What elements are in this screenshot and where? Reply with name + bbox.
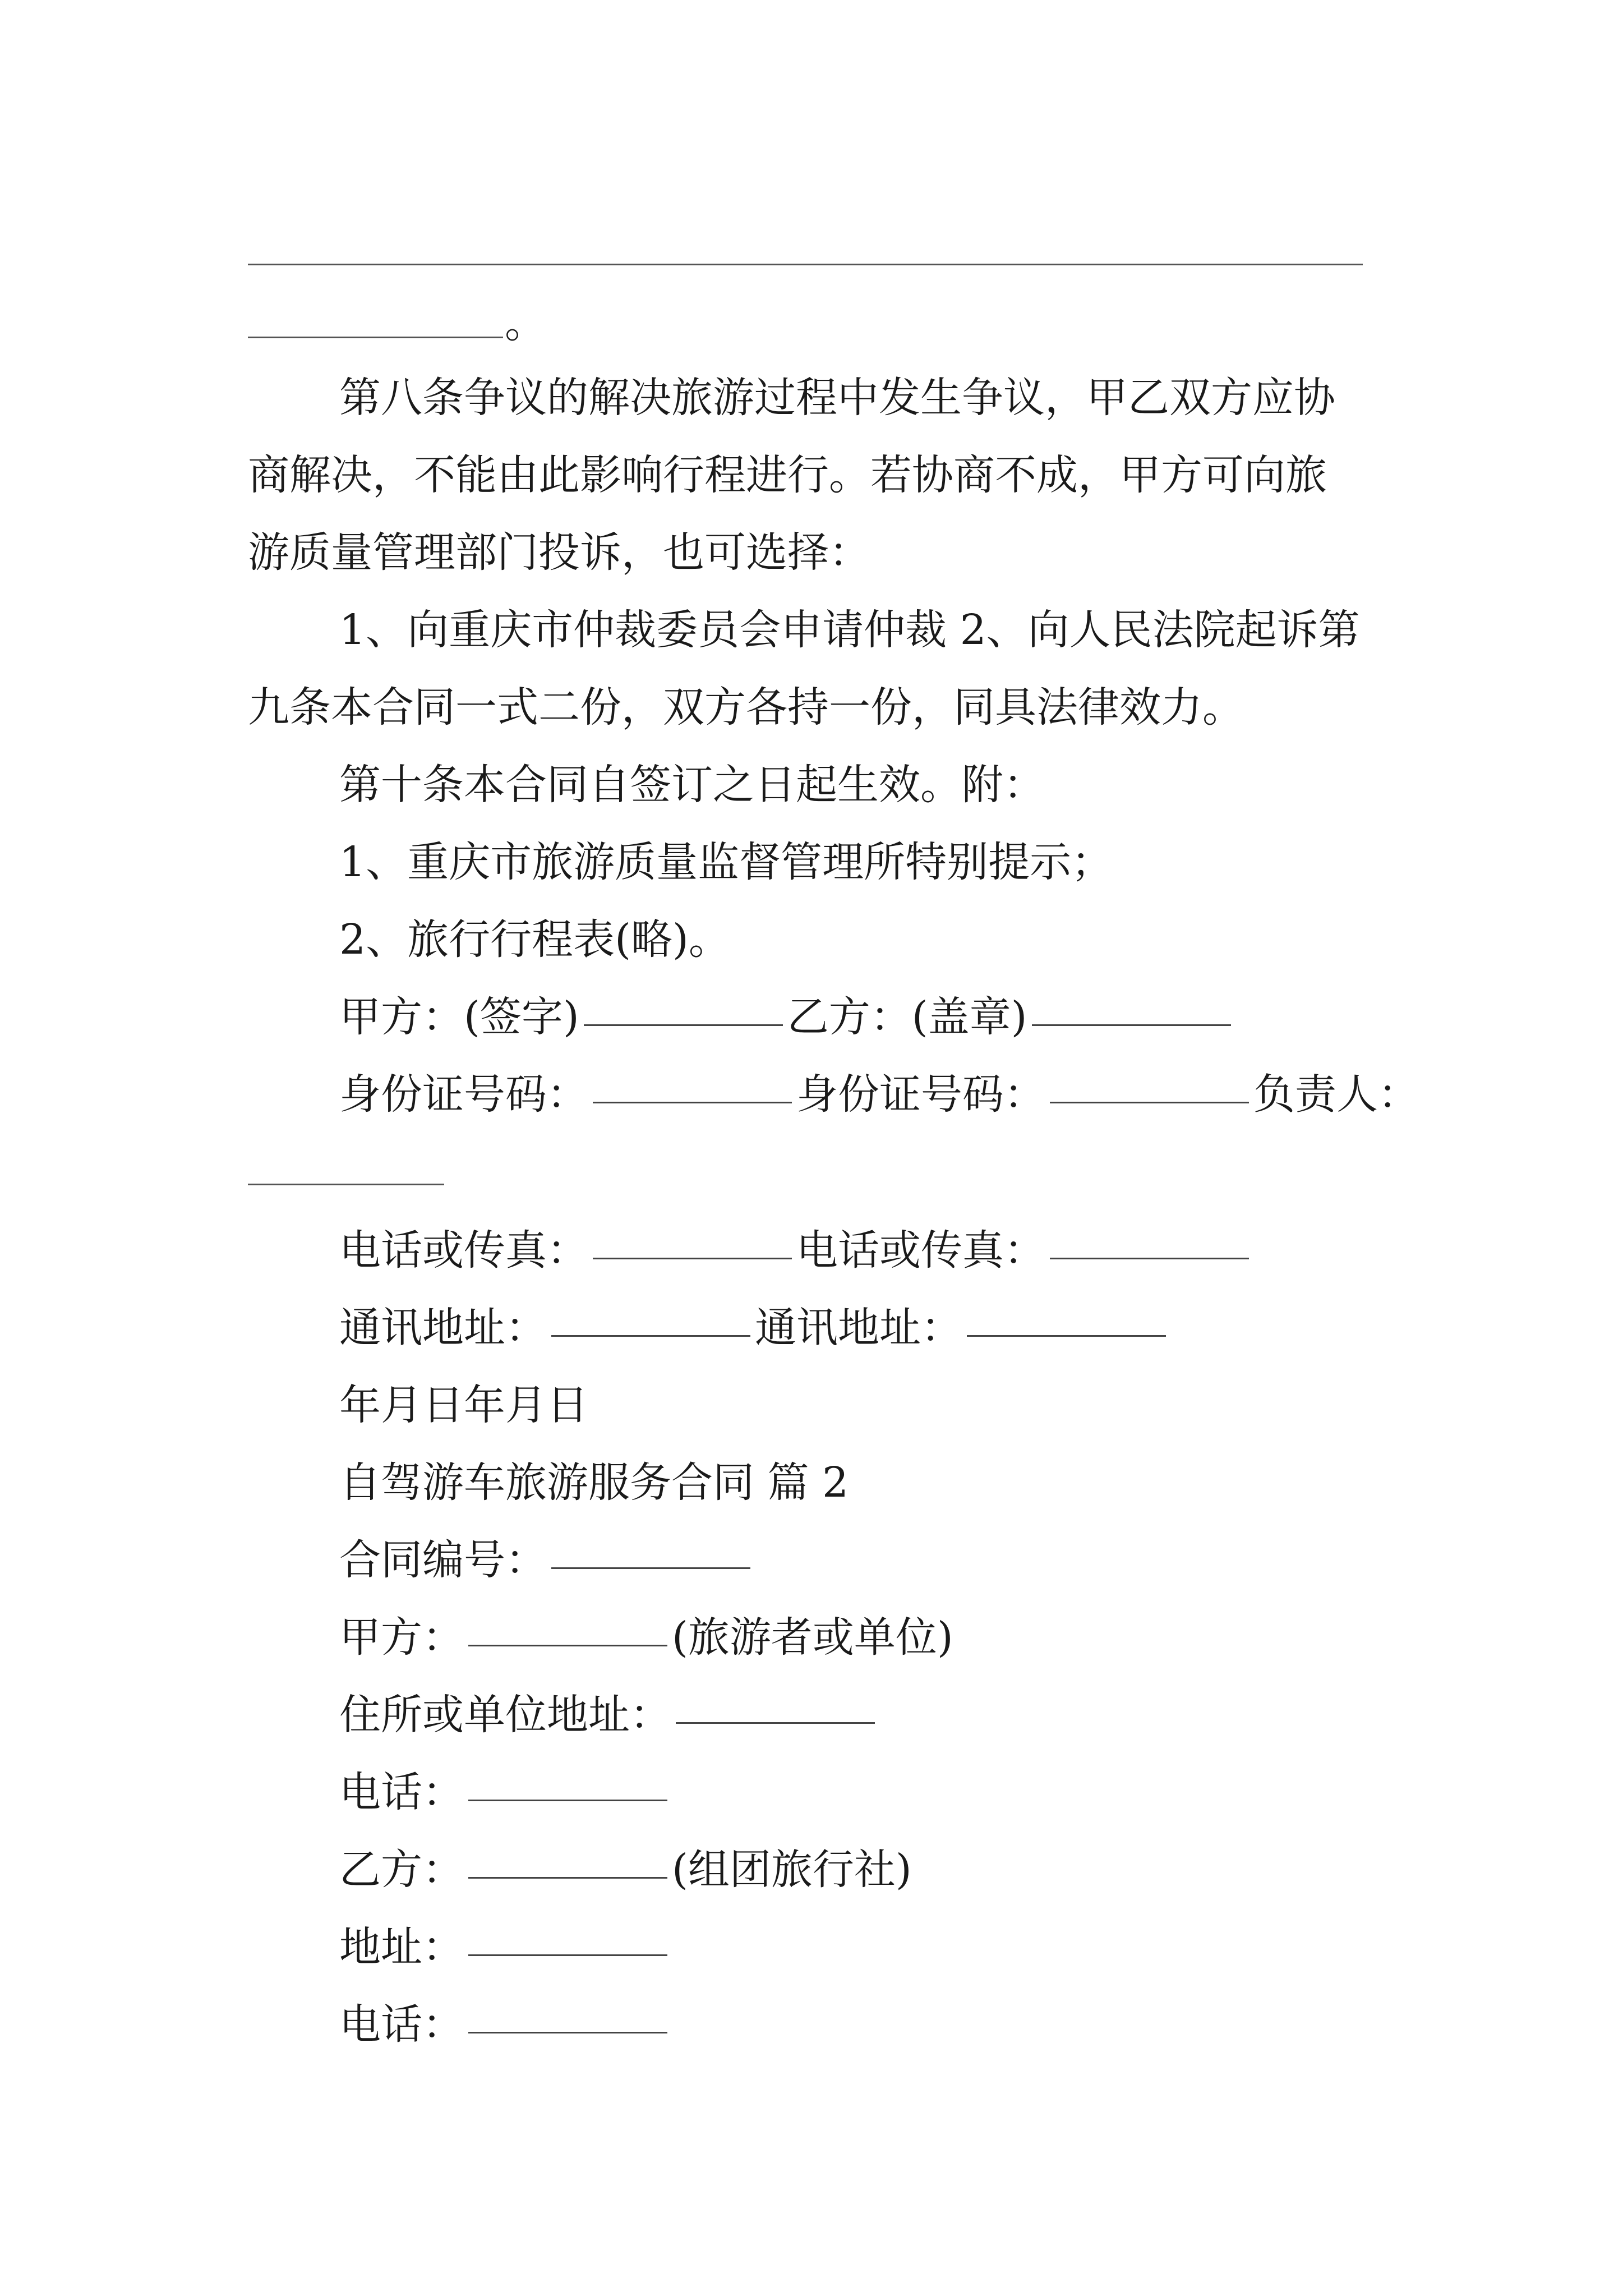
- address-label-a: 通讯地址：: [339, 1304, 547, 1352]
- id-label-a: 身份证号码：: [339, 1070, 588, 1119]
- residence-label: 住所或单位地址：: [339, 1691, 671, 1739]
- mailing-address-line: [339, 1289, 1387, 1366]
- phone-fax-label-a: 电话或传真：: [339, 1226, 588, 1274]
- party-b-label: 乙方：: [339, 1846, 464, 1894]
- blank-field: [468, 1877, 667, 1879]
- blank-field: [468, 1954, 667, 1956]
- article-8-line-3: 游质量管理部门投诉，也可选择：: [248, 528, 870, 577]
- id-label-b: 身份证号码：: [796, 1070, 1045, 1119]
- blank-field: [584, 1024, 783, 1026]
- blank-field: [1032, 1024, 1231, 1026]
- attachment-1: 1、重庆市旅游质量监督管理所特别提示；: [339, 838, 1113, 886]
- party-b-seal-label: 乙方：(盖章): [787, 993, 1027, 1041]
- contract-2-title: 自驾游车旅游服务合同 篇 2: [339, 1458, 849, 1507]
- party-a-note: (旅游者或单位): [672, 1613, 953, 1662]
- contract-number-label: 合同编号：: [339, 1536, 547, 1584]
- options-line-2: 九条本合同一式二份，双方各持一份，同具法律效力。: [248, 683, 1244, 731]
- fill-in-line-responsible: [248, 1184, 444, 1185]
- phone-line-b: [339, 1986, 1387, 2063]
- blank-field: [551, 1335, 750, 1337]
- period-mark: 。: [505, 299, 546, 347]
- responsible-label: 负责人：: [1253, 1070, 1419, 1119]
- phone-label-a: 电话：: [339, 1768, 464, 1816]
- blank-field: [468, 1800, 667, 1801]
- fill-in-line-short: [248, 337, 503, 338]
- options-line-1: 1、向重庆市仲裁委员会申请仲裁 2、向人民法院起诉第: [339, 606, 1360, 654]
- party-a-sign-label: 甲方：(签字): [339, 993, 579, 1041]
- blank-field: [593, 1102, 792, 1103]
- blank-field: [593, 1258, 792, 1259]
- address-line: [339, 1908, 1387, 1986]
- blank-field: [468, 2032, 667, 2033]
- party-a-line: [339, 1599, 1387, 1676]
- blank-field: [1050, 1258, 1249, 1259]
- phone-label-b: 电话：: [339, 2000, 464, 2049]
- signature-line: [339, 978, 1387, 1056]
- phone-line-a: [339, 1754, 1387, 1831]
- contract-number-line: [339, 1521, 1387, 1599]
- party-a-label: 甲方：: [339, 1613, 464, 1662]
- blank-field: [551, 1567, 750, 1569]
- blank-field: [468, 1645, 667, 1646]
- article-8-line-1: 第八条争议的解决旅游过程中发生争议，甲乙双方应协: [339, 374, 1335, 422]
- blank-field: [967, 1335, 1166, 1337]
- id-number-line: [339, 1056, 1419, 1133]
- fill-in-line-top: [248, 264, 1363, 265]
- article-8-line-2: 商解决，不能由此影响行程进行。若协商不成，甲方可向旅: [248, 451, 1327, 499]
- blank-field: [1050, 1102, 1249, 1103]
- blank-field: [676, 1722, 875, 1724]
- attachment-2: 2、旅行行程表(略)。: [339, 915, 730, 964]
- date-line: 年月日年月日: [339, 1381, 588, 1429]
- party-b-note: (组团旅行社): [672, 1846, 912, 1894]
- party-b-line: [339, 1831, 1387, 1908]
- address-label: 地址：: [339, 1923, 464, 1971]
- phone-fax-label-b: 电话或传真：: [796, 1226, 1045, 1274]
- address-label-b: 通讯地址：: [755, 1304, 962, 1352]
- phone-fax-line: [339, 1212, 1387, 1289]
- residence-line: [339, 1676, 1387, 1754]
- article-10: 第十条本合同自签订之日起生效。附：: [339, 761, 1045, 809]
